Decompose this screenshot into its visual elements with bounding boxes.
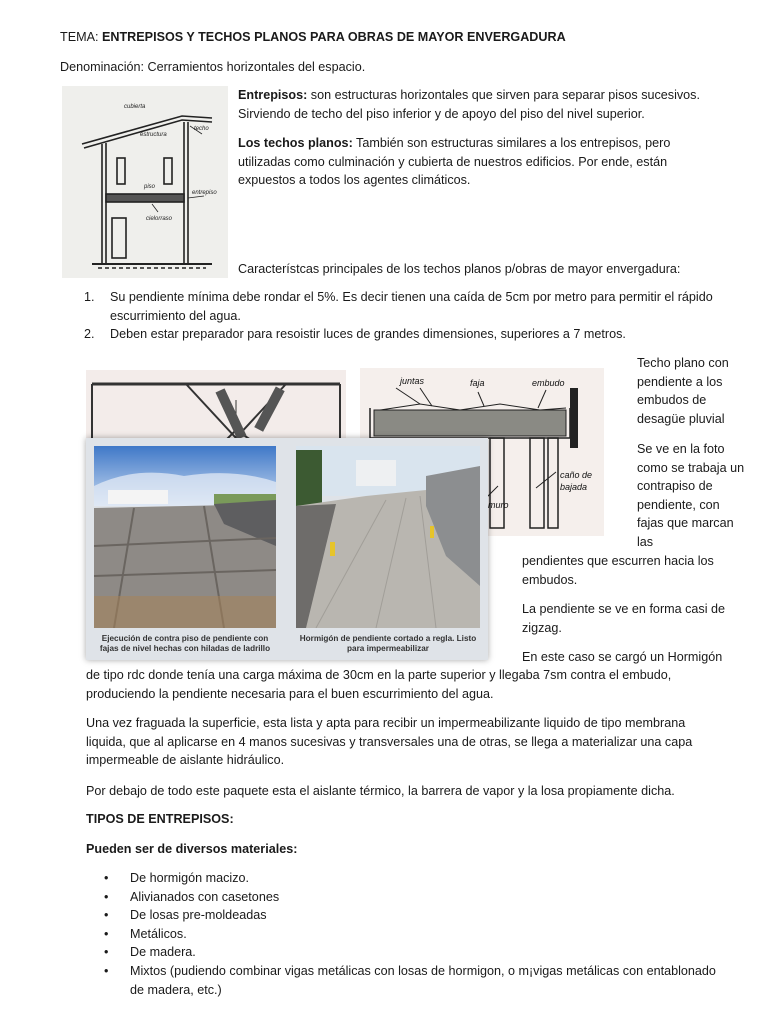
list-item-text: De hormigón macizo.	[130, 871, 249, 885]
fig3-label-muro: muro	[488, 500, 509, 510]
list-item	[104, 943, 724, 962]
list-item	[104, 962, 724, 999]
fig1-label-estructura: estructura	[140, 132, 167, 138]
techos-planos-definition: También son estructuras similares a los entrepisos, pero utilizadas como culminación y cubierta de nuestros edificios. Por ende, están expuestos a todos los agentes climáticos.	[238, 136, 671, 188]
caracteristicas-list	[84, 288, 724, 344]
list-item-number: 2.	[84, 327, 95, 342]
list-item-text: Deben estar preparador para resoistir luces de grandes dimensiones, superiores a 7 metros.	[110, 327, 626, 342]
hormigon-paragraph: de tipo rdc donde tenía una carga máxima de 30cm en la parte superior y llegaba 7sm contra el embudo, produciendo la pendiente necesaria para el buen escurrimiento del agua.	[86, 668, 672, 701]
debajo-paragraph: Por debajo de todo este paquete esta el aislante térmico, la barrera de vapor y la losa propiamente dicha.	[86, 784, 675, 798]
fig1-label-cubierta: cubierta	[124, 104, 146, 110]
tipos-heading: TIPOS DE ENTREPISOS:	[86, 812, 234, 826]
fraguada-paragraph: Una vez fraguada la superficie, esta lista y apta para recibir un impermeabilizante liquido de tipo membrana liquida, que al aplicarse en 4 manos sucesivas y transversales una de otras, se llega a materializar una capa impermeable de aislante hidráulico.	[86, 716, 693, 768]
techos-planos-term: Los techos planos:	[238, 136, 353, 150]
photo-caption-right: Hormigón de pendiente cortado a regla. Listo para impermeabilizar	[299, 634, 477, 653]
techos-planos-paragraph	[238, 134, 718, 190]
bullet-icon: •	[104, 963, 109, 978]
entrepisos-term: Entrepisos:	[238, 88, 308, 102]
building-section-drawing	[62, 86, 228, 278]
list-item	[104, 906, 724, 925]
list-item-text: Su pendiente mínima debe rondar el 5%. Es decir tienen una caída de 5cm por metro para permitir el rápido escurrimiento del agua.	[110, 290, 713, 323]
bullet-icon: •	[104, 871, 109, 885]
foto-side-text: Se ve en la foto como se trabaja un contrapiso de pendiente, con fajas que marcan las	[637, 442, 745, 549]
list-item-text: De losas pre-moldeadas	[130, 908, 267, 923]
list-item	[104, 888, 724, 907]
caracteristicas-heading: Característcas principales de los techos planos p/obras de mayor envergadura:	[238, 262, 681, 276]
fig3-label-embudo: embudo	[532, 378, 565, 388]
hormigon-photo	[296, 446, 480, 628]
denominacion-text: Denominación: Cerramientos horizontales del espacio.	[60, 60, 366, 74]
zigzag-text: La pendiente se ve en forma casi de zigzag.	[522, 602, 726, 635]
tema-title: ENTREPISOS Y TECHOS PLANOS PARA OBRAS DE MAYOR ENVERGADURA	[101, 30, 566, 44]
hormigon-side-text: En este caso se cargó un Hormigón	[522, 650, 723, 664]
foto-side-text-cont: pendientes que escurren hacia los embudos.	[522, 554, 714, 587]
bullet-icon: •	[104, 889, 109, 904]
fig3-label-juntas: juntas	[400, 376, 425, 386]
tema-label: TEMA:	[60, 30, 99, 44]
bullet-icon: •	[104, 945, 109, 960]
list-item-text: De madera.	[130, 945, 196, 960]
materiales-intro: Pueden ser de diversos materiales:	[86, 842, 298, 856]
fig3-label-cano-1: caño de	[560, 470, 593, 480]
photo-caption-left: Ejecución de contra piso de pendiente con fajas de nivel hechas con hiladas de ladrillo	[99, 634, 271, 653]
list-item	[104, 925, 724, 944]
list-item-text: Metálicos.	[130, 926, 187, 941]
photo-composite	[86, 438, 488, 660]
fig1-label-entrepiso: entrepiso	[192, 190, 217, 196]
fig1-label-techo: techo	[194, 126, 209, 132]
fig3-label-cano-2: bajada	[560, 482, 588, 492]
list-item	[104, 869, 724, 888]
fig1-label-piso: piso	[144, 184, 156, 190]
entrepisos-paragraph	[238, 86, 708, 123]
list-item-text: Alivianados con casetones	[130, 889, 280, 904]
list-item	[84, 325, 724, 344]
bullet-icon: •	[104, 908, 109, 923]
entrepisos-definition: son estructuras horizontales que sirven para separar pisos sucesivos. Sirviendo de techo del piso inferior y de apoyo del piso del nivel superior.	[238, 88, 700, 121]
contrapiso-photo	[94, 446, 276, 628]
fig3-label-faja: faja	[470, 378, 485, 388]
fig1-label-cielorraso: cielorraso	[146, 216, 173, 222]
list-item-number: 1.	[84, 290, 95, 304]
bullet-icon: •	[104, 926, 109, 941]
list-item	[84, 288, 724, 325]
list-item-text: Mixtos (pudiendo combinar vigas metálicas con losas de hormigon, o m¡vigas metálicas con entablonado de madera, etc.)	[130, 963, 716, 997]
page-title	[60, 28, 720, 47]
techo-plano-side-text: Techo plano con pendiente a los embudos de desagüe pluvial	[637, 356, 729, 426]
materiales-list	[104, 869, 724, 999]
building-section-figure	[62, 86, 228, 278]
